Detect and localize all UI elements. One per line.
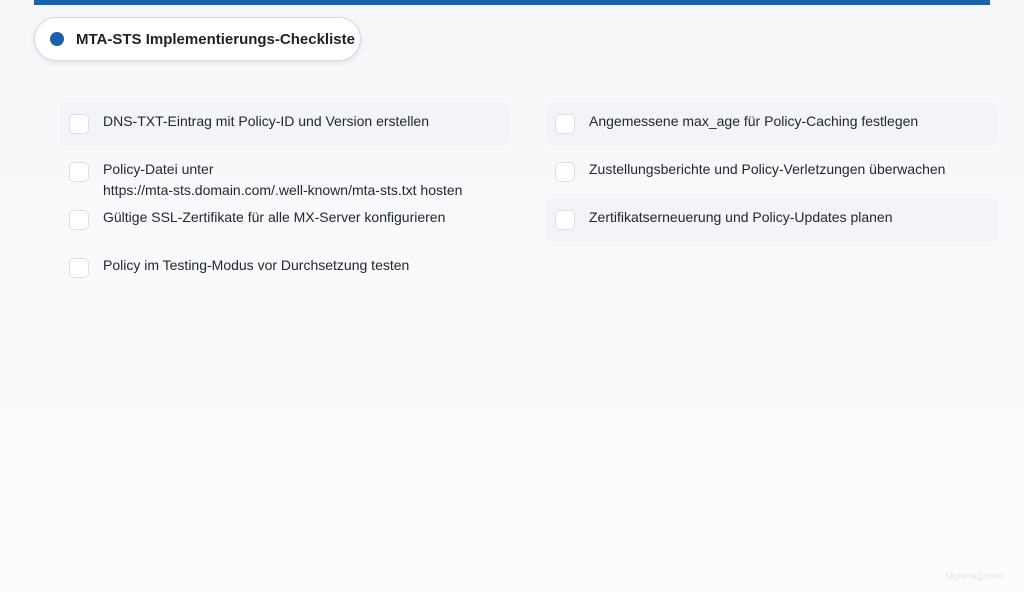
- bullet-dot-icon: [50, 32, 64, 46]
- checkbox[interactable]: [69, 258, 89, 278]
- checklist-title: MTA-STS Implementierungs-Checkliste: [76, 30, 355, 48]
- checkbox[interactable]: [69, 162, 89, 182]
- checklist-item-testing-mode[interactable]: [60, 246, 510, 290]
- checkbox[interactable]: [555, 210, 575, 230]
- checklist-item-label: Policy-Datei unter https://mta-sts.domain.com/.well-known/mta-sts.txt hosten: [103, 161, 463, 198]
- checklist-item-dns-txt-record[interactable]: [60, 102, 510, 146]
- checklist-item-label: Policy im Testing-Modus vor Durchsetzung testen: [103, 257, 410, 273]
- checkbox[interactable]: [555, 114, 575, 134]
- checklist-item-label: Zertifikatserneuerung und Policy-Updates planen: [589, 209, 893, 225]
- checkbox[interactable]: [69, 114, 89, 134]
- checklist-item-label: Gültige SSL-Zertifikate für alle MX-Server konfigurieren: [103, 209, 446, 225]
- checkbox[interactable]: [555, 162, 575, 182]
- watermark: skysnag.com: [945, 571, 1004, 582]
- checklist-item-policy-file-hosting[interactable]: [60, 150, 510, 198]
- checklist-item-max-age[interactable]: [546, 102, 998, 146]
- checklist-item-ssl-certificates[interactable]: [60, 198, 510, 242]
- checklist-item-delivery-reports[interactable]: [546, 150, 998, 194]
- checkbox[interactable]: [69, 210, 89, 230]
- checklist-item-label: Angemessene max_age für Policy-Caching festlegen: [589, 113, 919, 129]
- top-accent-bar: [34, 0, 990, 5]
- checklist-title-badge: [34, 17, 361, 61]
- checklist-item-certificate-renewal[interactable]: [546, 198, 998, 242]
- checklist-item-label: DNS-TXT-Eintrag mit Policy-ID und Version erstellen: [103, 113, 429, 129]
- checklist-item-label: Zustellungsberichte und Policy-Verletzungen überwachen: [589, 161, 946, 177]
